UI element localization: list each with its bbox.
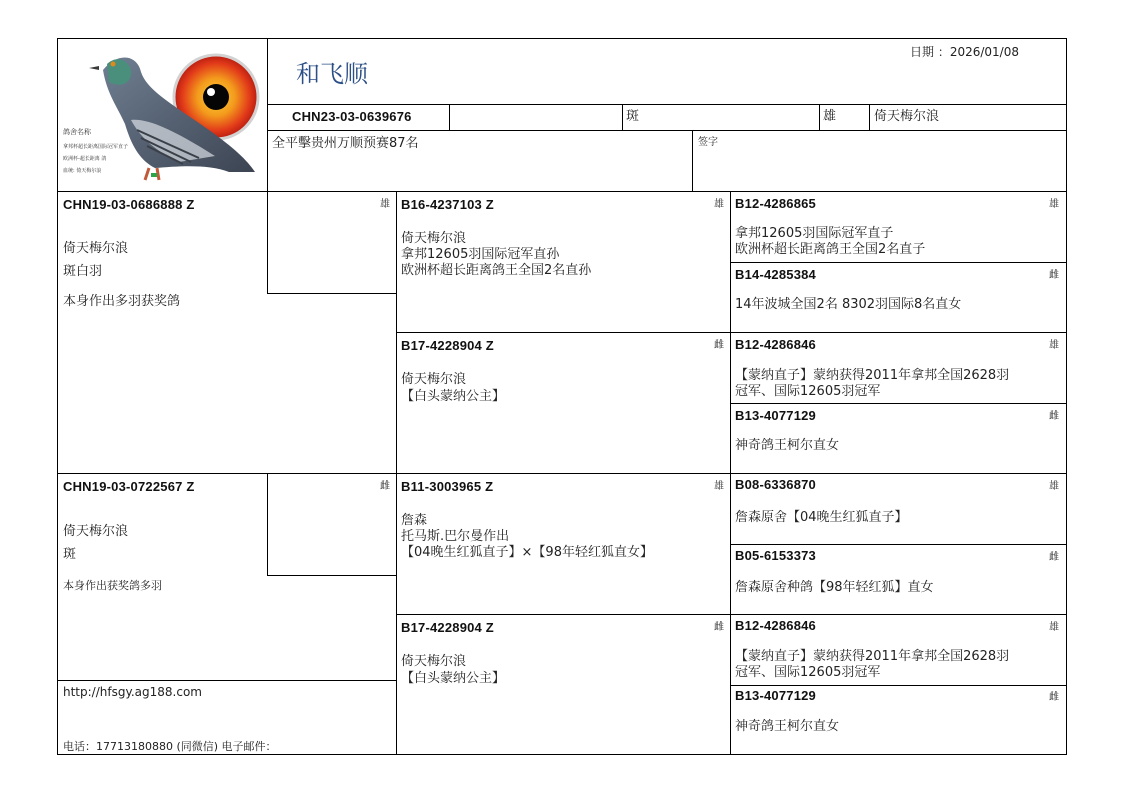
ggp-ring: B12-4286846 <box>735 618 816 633</box>
ggp-ring: B05-6153373 <box>735 548 816 563</box>
gp-column-left <box>396 191 397 755</box>
ggp-sex: 雌 <box>1049 411 1059 422</box>
gp-sex: 雄 <box>714 481 724 492</box>
ggp-line: 【蒙纳直子】蒙纳获得2011年拿邦全国2628羽 <box>735 649 1010 664</box>
ggp-line-3 <box>730 403 1067 404</box>
ggp-sex: 雄 <box>1049 199 1059 210</box>
sire-strain: 倚天梅尔浪 <box>63 241 129 256</box>
gp-line: 【白头蒙纳公主】 <box>401 671 506 686</box>
ggp-ring: B08-6336870 <box>735 477 816 492</box>
loft-name: 和飞顺 <box>296 60 368 88</box>
svg-text:拿邦杯超长距离国际冠军直子: 拿邦杯超长距离国际冠军直子 <box>63 144 129 150</box>
header-row-line-2 <box>267 130 1067 131</box>
ggp-sex: 雄 <box>1049 481 1059 492</box>
ggp-ring: B14-4285384 <box>735 267 816 282</box>
header-row-line-1 <box>267 104 1067 105</box>
gp-sex: 雌 <box>714 622 724 633</box>
sex-value: 雄 <box>823 109 837 124</box>
gp-line: 欧洲杯超长距离鸽王全国2名直孙 <box>401 263 592 278</box>
ring-number: CHN23-03-0639676 <box>292 109 412 124</box>
gp-line: 倚天梅尔浪 <box>401 654 467 669</box>
dam-mark-box-bottom <box>267 575 397 576</box>
dam-ring: CHN19-03-0722567 Z <box>63 479 195 494</box>
signature-divider <box>692 130 693 192</box>
award-text: 全平擊贵州万顺预赛87名 <box>272 136 419 151</box>
color-cell-divider <box>622 104 623 131</box>
header-divider <box>267 38 268 293</box>
sire-ring: CHN19-03-0686888 Z <box>63 197 195 212</box>
ggp-line: 詹森原舍【04晚生红狐直子】 <box>735 510 908 525</box>
gp-line: 托马斯.巴尔曼作出 <box>401 529 510 544</box>
gp-line: 倚天梅尔浪 <box>401 231 467 246</box>
ggp-line: 拿邦12605羽国际冠军直子 <box>735 226 894 241</box>
ggp-line: 欧洲杯超长距离鸽王全国2名直子 <box>735 242 926 257</box>
gp-line: 倚天梅尔浪 <box>401 372 467 387</box>
gp-sex: 雄 <box>714 199 724 210</box>
pigeon-photo <box>59 40 266 188</box>
svg-text:欧洲杯-超长距离 鸽: 欧洲杯-超长距离 鸽 <box>63 156 107 162</box>
footer-divider <box>57 680 397 681</box>
gp-ring: B17-4228904 Z <box>401 338 494 353</box>
ggp-sex: 雄 <box>1049 340 1059 351</box>
signature-label: 签字 <box>698 137 718 148</box>
ggp-line-5 <box>730 544 1067 545</box>
strain-value: 倚天梅尔浪 <box>874 109 940 124</box>
frame-bottom <box>57 754 1067 755</box>
svg-text:血统: 倚天梅尔浪: 血统: 倚天梅尔浪 <box>63 168 102 174</box>
gp-ring: B11-3003965 Z <box>401 479 494 494</box>
ggp-line: 冠军、国际12605羽冠军 <box>735 665 881 680</box>
ggp-line: 神奇鸽王柯尔直女 <box>735 719 840 734</box>
ggp-sex: 雄 <box>1049 622 1059 633</box>
ggp-ring: B13-4077129 <box>735 688 816 703</box>
date-label: 日期 ：2026/01/08 <box>910 45 1019 59</box>
svg-text:鸽舍名称: 鸽舍名称 <box>63 128 91 136</box>
ggp-line: 冠军、国际12605羽冠军 <box>735 384 881 399</box>
ggp-line: 14年波城全国2名 8302羽国际8名直女 <box>735 297 962 312</box>
gp-line: 詹森 <box>401 513 428 528</box>
sire-color: 斑白羽 <box>63 264 103 279</box>
ggp-line: 神奇鸽王柯尔直女 <box>735 438 840 453</box>
ggp-line: 詹森原舍种鸽【98年轻红狐】直女 <box>735 580 934 595</box>
gp-ring: B16-4237103 Z <box>401 197 494 212</box>
sire-dam-divider <box>57 473 1067 474</box>
ggp-sex: 雌 <box>1049 270 1059 281</box>
gp-ring: B17-4228904 Z <box>401 620 494 635</box>
pedigree-top-line <box>57 191 1067 192</box>
frame-left <box>57 38 58 755</box>
ggp-ring: B12-4286846 <box>735 337 816 352</box>
gp-line: 【04晚生红狐直子】×【98年轻红狐直女】 <box>401 545 653 560</box>
gp-line: 【白头蒙纳公主】 <box>401 389 506 404</box>
gp-line: 拿邦12605羽国际冠军直孙 <box>401 247 560 262</box>
ggp-line-7 <box>730 685 1067 686</box>
sex-cell-divider-2 <box>869 104 870 131</box>
gp-line-3 <box>396 614 1067 615</box>
frame-right <box>1066 38 1067 755</box>
ggp-ring: B13-4077129 <box>735 408 816 423</box>
gp-sex: 雌 <box>714 340 724 351</box>
ggp-line: 【蒙纳直子】蒙纳获得2011年拿邦全国2628羽 <box>735 368 1010 383</box>
frame-top <box>57 38 1067 39</box>
website-url[interactable]: http://hfsgy.ag188.com <box>63 685 202 699</box>
sire-mark-box-bottom <box>267 293 397 294</box>
gp-line-1 <box>396 332 1067 333</box>
dam-color: 斑 <box>63 547 77 562</box>
dam-sex-mark: 雌 <box>380 481 390 492</box>
ggp-ring: B12-4286865 <box>735 196 816 211</box>
dam-note: 本身作出获奖鸽多羽 <box>63 579 162 592</box>
dam-strain: 倚天梅尔浪 <box>63 524 129 539</box>
ggp-line-1 <box>730 262 1067 263</box>
ring-cell-divider <box>449 104 450 131</box>
contact-info: 电话：17713180880 (同微信) 电子邮件： <box>63 740 277 753</box>
sire-note: 本身作出多羽获奖鸽 <box>63 294 181 309</box>
ggp-column-left <box>730 191 731 755</box>
ggp-sex: 雌 <box>1049 692 1059 703</box>
color-value: 斑 <box>626 109 640 124</box>
sire-sex-mark: 雄 <box>380 199 390 210</box>
ggp-sex: 雌 <box>1049 552 1059 563</box>
dam-mark-box-left <box>267 473 268 576</box>
sex-cell-divider-1 <box>819 104 820 131</box>
